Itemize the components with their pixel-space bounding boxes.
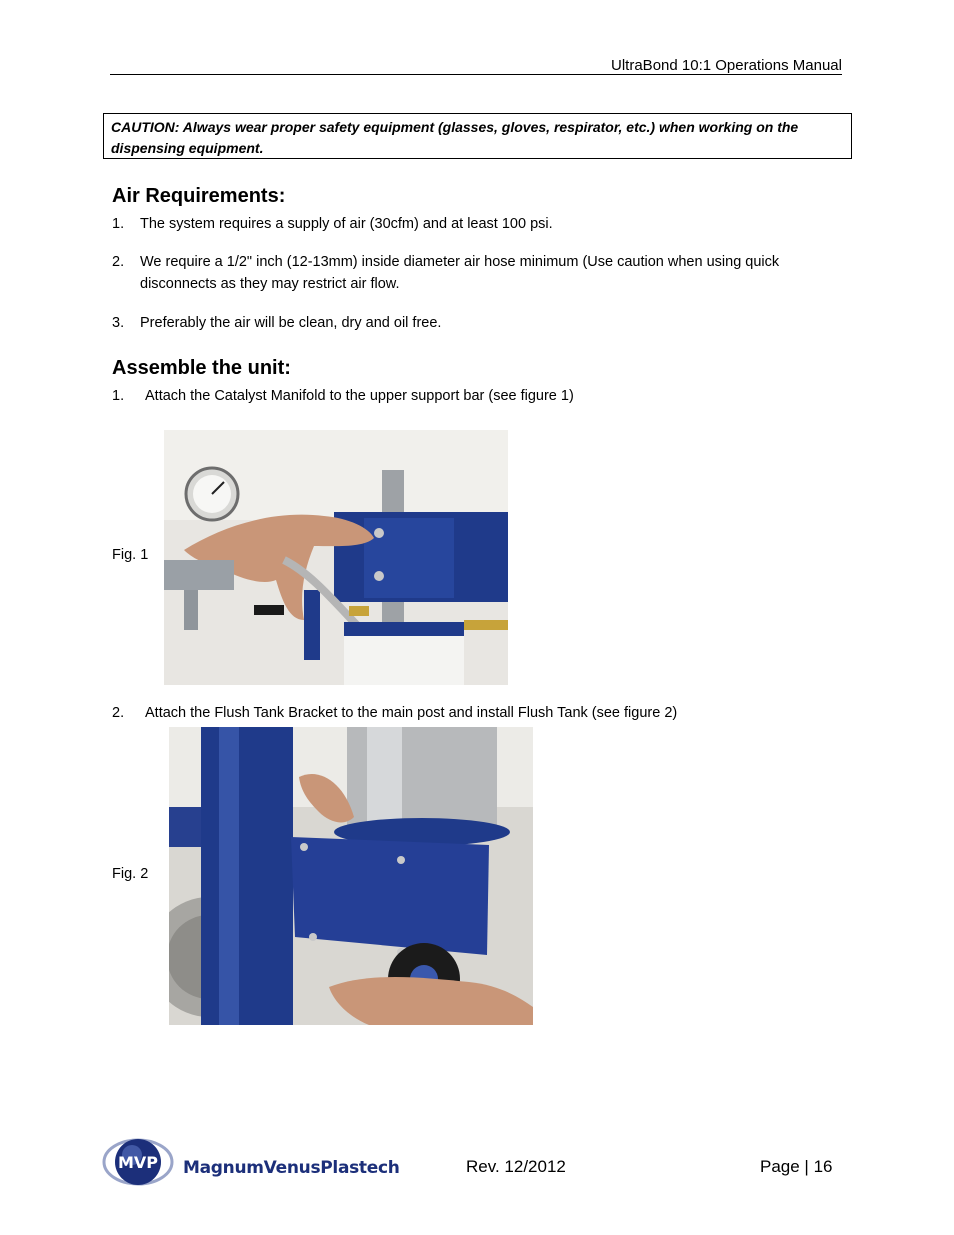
- logo-company-name: MagnumVenusPlastech: [183, 1158, 400, 1178]
- list-text: Attach the Flush Tank Bracket to the main post and install Flush Tank (see figure 2): [145, 705, 678, 721]
- header-rule: [110, 74, 842, 75]
- figure-1-label: Fig. 1: [112, 547, 149, 563]
- logo-badge-text: MVP: [117, 1153, 159, 1172]
- list-number: 3.: [112, 315, 125, 331]
- figure-1-photo: [164, 430, 508, 685]
- list-number: 1.: [112, 388, 125, 404]
- list-item: [112, 252, 842, 296]
- list-item: [112, 703, 842, 725]
- list-text-line-2: disconnects as they may restrict air flow.: [140, 276, 400, 292]
- assemble-heading: Assemble the unit:: [112, 357, 291, 379]
- mvp-logo: [102, 1133, 174, 1191]
- revision-label: Rev. 12/2012: [466, 1157, 566, 1176]
- list-number: 1.: [112, 216, 125, 232]
- list-item: [112, 386, 842, 408]
- air-requirements-heading: Air Requirements:: [112, 185, 286, 207]
- list-number: 2.: [112, 254, 125, 270]
- running-header: UltraBond 10:1 Operations Manual: [611, 57, 842, 74]
- caution-box: CAUTION: Always wear proper safety equipment (glasses, gloves, respirator, etc.) when working on the dispensing equipment.: [103, 113, 852, 159]
- list-text: The system requires a supply of air (30cfm) and at least 100 psi.: [140, 216, 553, 232]
- figure-2-label: Fig. 2: [112, 866, 149, 882]
- list-text: Attach the Catalyst Manifold to the upper support bar (see figure 1): [145, 388, 574, 404]
- list-number: 2.: [112, 705, 125, 721]
- list-item: [112, 313, 842, 335]
- figure-2-photo: [169, 727, 533, 1025]
- page-number: Page | 16: [760, 1157, 833, 1176]
- list-item: [112, 214, 842, 236]
- list-text-line-1: We require a 1/2" inch (12-13mm) inside diameter air hose minimum (Use caution when using quick: [140, 254, 780, 270]
- list-text: Preferably the air will be clean, dry and oil free.: [140, 315, 442, 331]
